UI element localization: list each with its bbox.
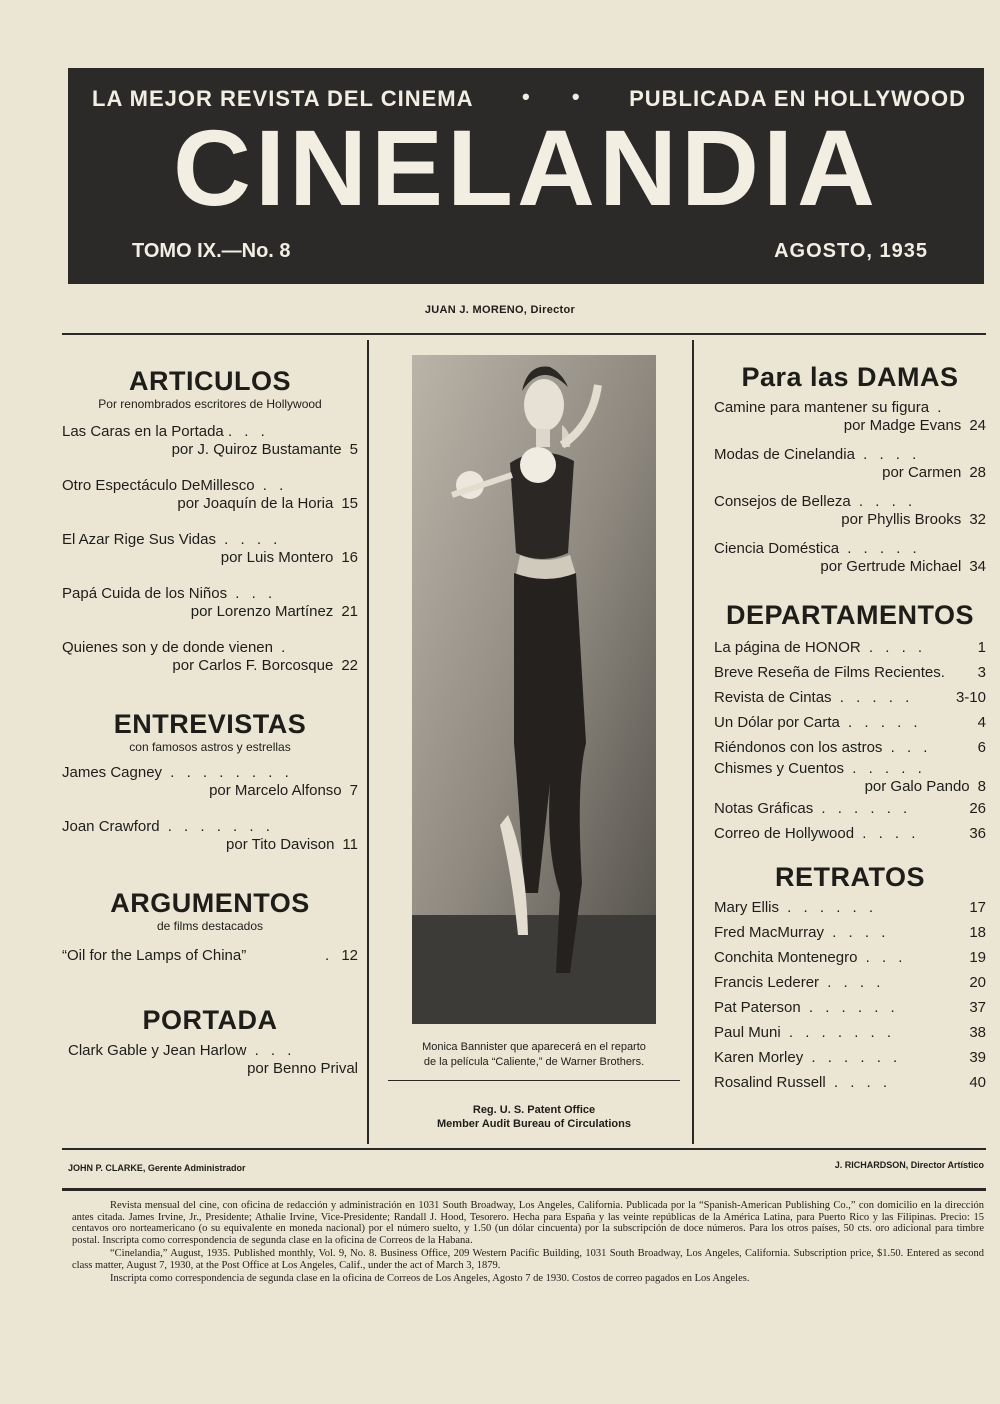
toc-entry[interactable]: Ciencia Doméstica . . . . . por Gertrude Michael 34 [714, 540, 986, 575]
publication-notice [72, 1200, 984, 1287]
entry-byline: por Joaquín de la Horia [177, 495, 334, 512]
toc-entry[interactable]: Conchita Montenegro . . . 19 [714, 945, 986, 970]
toc-entry[interactable]: La página de HONOR . . . . 1 [714, 635, 986, 660]
toc-entry[interactable]: Camine para mantener su figura . por Madge Evans 24 [714, 399, 986, 434]
entry-page: 16 [341, 549, 358, 566]
argumentos-subheading: de films destacados [156, 919, 264, 933]
entry-title: Un Dólar por Carta [714, 714, 840, 731]
left-divider [367, 340, 369, 1144]
toc-entry[interactable]: Riéndonos con los astros . . . 6 [714, 735, 986, 760]
tagline-dots: • • [522, 84, 598, 109]
magazine-title: CINELANDIA [173, 107, 879, 228]
toc-entry-byline [714, 778, 986, 796]
entry-title: El Azar Rige Sus Vidas [62, 531, 216, 548]
entry-title: Correo de Hollywood [714, 825, 855, 842]
entry-page: 24 [969, 417, 986, 434]
toc-entry[interactable]: Otro Espectáculo DeMillesco . . por Joaquín de la Horia 15 [62, 477, 358, 512]
toc-entry[interactable]: Quienes son y de donde vienen . por Carlos F. Borcosque 22 [62, 639, 358, 674]
entry-title: Chismes y Cuentos [714, 760, 845, 777]
toc-entry[interactable]: Consejos de Belleza . . . . por Phyllis Brooks 32 [714, 493, 986, 528]
entry-page: 12 [341, 947, 358, 964]
articulos-heading: ARTICULOS [129, 366, 291, 396]
portada-heading: PORTADA [142, 1005, 278, 1035]
caption-line-1: Monica Bannister que aparecerá en el reparto [422, 1041, 646, 1053]
entry-page: 4 [977, 714, 986, 731]
toc-entry[interactable]: James Cagney . . . . . . . . por Marcelo Alfonso 7 [62, 764, 358, 799]
toc-entry[interactable]: Fred MacMurray . . . . 18 [714, 920, 986, 945]
reg-line-1: Reg. U. S. Patent Office [472, 1104, 596, 1116]
entry-page: 19 [969, 949, 986, 966]
entry-title: Conchita Montenegro [714, 949, 858, 966]
toc-entry[interactable]: Las Caras en la Portada . . . por J. Quiroz Bustamante 5 [62, 423, 358, 458]
toc-entry[interactable]: Rosalind Russell . . . . 40 [714, 1070, 986, 1095]
entry-title: Karen Morley [714, 1049, 804, 1066]
toc-entry[interactable]: Correo de Hollywood . . . . 36 [714, 821, 986, 846]
entry-page: 7 [349, 782, 358, 799]
toc-entry[interactable]: El Azar Rige Sus Vidas . . . . por Luis Montero 16 [62, 531, 358, 566]
entry-title: Mary Ellis [714, 899, 780, 916]
entry-page: 39 [969, 1049, 986, 1066]
entrevistas-heading: ENTREVISTAS [113, 709, 307, 739]
entry-page: 37 [969, 999, 986, 1016]
entry-title: Modas de Cinelandia [714, 446, 855, 463]
issue-date: AGOSTO, 1935 [774, 240, 928, 262]
bottom-rule [62, 1148, 986, 1150]
entry-page: 28 [969, 464, 986, 481]
reg-line-2: Member Audit Bureau of Circulations [437, 1118, 631, 1130]
entry-page: 1 [977, 639, 986, 656]
masthead [68, 68, 984, 284]
entry-byline: por Galo Pando [864, 778, 970, 795]
toc-entry[interactable]: Revista de Cintas . . . . . 3-10 [714, 685, 986, 710]
registration-notice [386, 1103, 682, 1131]
tagline-right: PUBLICADA EN HOLLYWOOD [629, 86, 966, 111]
entry-byline: por Carmen [882, 464, 962, 481]
toc-entry[interactable]: “Oil for the Lamps of China” . 12 [62, 947, 358, 964]
notice-paragraph-2: “Cinelandia,” August, 1935. Published monthly, Vol. 9, No. 8. Business Office, 209 Western Pacific Building, 1031 South Broadway, Los Angeles, California. Subscription price, $1.50. Entered as second class matter, August 7, 1930, at the Post Office at Los Angeles, Calif., under the act of March 3, 1879. [72, 1248, 984, 1271]
entry-byline: por Tito Davison [226, 836, 335, 853]
entry-title: Quienes son y de donde vienen [62, 639, 273, 656]
entry-page: 18 [969, 924, 986, 941]
toc-entry[interactable]: Modas de Cinelandia . . . . por Carmen 28 [714, 446, 986, 481]
art-director-credit: J. RICHARDSON, Director Artístico [834, 1160, 984, 1170]
entry-page: 15 [341, 495, 358, 512]
tagline-left: LA MEJOR REVISTA DEL CINEMA [92, 86, 474, 111]
right-divider [692, 340, 694, 1144]
toc-entry[interactable]: Pat Paterson . . . . . . 37 [714, 995, 986, 1020]
entry-byline: por J. Quiroz Bustamante [171, 441, 342, 458]
toc-entry[interactable]: Karen Morley . . . . . . 39 [714, 1045, 986, 1070]
actress-photo-illustration [412, 355, 656, 1024]
notice-paragraph-1: Revista mensual del cine, con oficina de redacción y administración en 1031 South Broadway, Los Angeles, California. Publicada por la “Spanish-American Publishing Co.,” con domicilio en la dirección antes citada. James Irvine, Jr., Presidente; Athalie Irvine, Vice-Presidente; Randall J. Hood, Tesorero. Hecha para España y las veinte repúblicas de la América Latina, para Puerto Rico y las Filipinas. Precio: 15 centavos oro norteamericano (o su equivalente en moneda nacional) por el número suelto, y 1.50 (un dólar cincuenta) por la subscripción de doce números. Para los otros países, 50 cts. oro adicional para timbre postal. Inscripta como correspondencia de segunda clase en la oficina de Correos de la Habana. [72, 1200, 984, 1246]
toc-entry[interactable]: Clark Gable y Jean Harlow . . . por Benno Prival [68, 1042, 358, 1077]
entry-page: 32 [969, 511, 986, 528]
entry-page: 11 [342, 836, 358, 853]
entry-byline: por Phyllis Brooks [841, 511, 962, 528]
entry-page: 36 [969, 825, 986, 842]
damas-heading: Para las DAMAS [741, 362, 959, 392]
entry-title: James Cagney [62, 764, 163, 781]
toc-entry[interactable]: Breve Reseña de Films Recientes. 3 [714, 660, 986, 685]
entry-title: Papá Cuida de los Niños [62, 585, 228, 602]
toc-entry[interactable]: Papá Cuida de los Niños . . . por Lorenzo Martínez 21 [62, 585, 358, 620]
director-line: JUAN J. MORENO, Director [424, 304, 576, 316]
entry-page: 3 [977, 664, 986, 681]
entry-title: Joan Crawford [62, 818, 160, 835]
entry-page: 8 [977, 778, 986, 795]
entry-page: 5 [349, 441, 358, 458]
entry-byline: por Gertrude Michael [820, 558, 962, 575]
entry-page: 17 [969, 899, 986, 916]
entry-title: Otro Espectáculo DeMillesco [62, 477, 255, 494]
toc-entry[interactable]: Francis Lederer . . . . 20 [714, 970, 986, 995]
entry-byline: por Madge Evans [843, 417, 962, 434]
entry-title: Riéndonos con los astros [714, 739, 883, 756]
left-column [62, 366, 358, 1078]
entry-byline: por Luis Montero [220, 549, 334, 566]
entry-title: “Oil for the Lamps of China” [62, 947, 247, 964]
entry-page: 22 [341, 657, 358, 674]
manager-credit: JOHN P. CLARKE, Gerente Administrador [68, 1163, 246, 1173]
entry-page: 34 [969, 558, 986, 575]
entry-title: Francis Lederer [714, 974, 820, 991]
photo-caption [386, 1040, 682, 1070]
entry-page: 40 [969, 1074, 986, 1091]
entry-page: 26 [969, 800, 986, 817]
entry-title: Rosalind Russell [714, 1074, 826, 1091]
entrevistas-subheading: con famosos astros y estrellas [129, 740, 291, 754]
cover-photo [412, 355, 656, 1024]
entry-page: 38 [969, 1024, 986, 1041]
retratos-heading: RETRATOS [774, 862, 925, 892]
right-column [714, 362, 986, 1095]
entry-title: Pat Paterson [714, 999, 801, 1016]
notice-paragraph-3: Inscripta como correspondencia de segunda clase en la oficina de Correos de Los Angeles, Agosto 7 de 1930. Costos de correo pagados en Los Angeles. [110, 1273, 750, 1284]
entry-page: 3-10 [955, 689, 986, 706]
toc-entry[interactable]: Mary Ellis . . . . . . 17 [714, 895, 986, 920]
entry-title: Ciencia Doméstica [714, 540, 840, 557]
caption-line-2: de la película “Caliente,” de Warner Brothers. [423, 1056, 645, 1068]
entry-title: Revista de Cintas [714, 689, 832, 706]
entry-title: Breve Reseña de Films Recientes [714, 664, 941, 681]
toc-entry[interactable]: Chismes y Cuentos . . . . . [714, 760, 926, 777]
departamentos-heading: DEPARTAMENTOS [725, 600, 974, 630]
entry-page: 6 [977, 739, 986, 756]
toc-entry[interactable]: Joan Crawford . . . . . . . por Tito Davison 11 [62, 818, 358, 853]
entry-byline: por Carlos F. Borcosque [172, 657, 334, 674]
toc-entry[interactable]: Un Dólar por Carta . . . . . 4 [714, 710, 986, 735]
entry-title: Las Caras en la Portada [62, 423, 224, 440]
entry-byline: por Benno Prival [247, 1060, 358, 1077]
entry-page: 21 [341, 603, 358, 620]
entry-title: Clark Gable y Jean Harlow [68, 1042, 247, 1059]
argumentos-heading: ARGUMENTOS [110, 888, 310, 918]
entry-page: 20 [969, 974, 986, 991]
entry-title: La página de HONOR [714, 639, 861, 656]
footer-rule [62, 1188, 986, 1191]
caption-rule [388, 1080, 680, 1081]
top-rule [62, 333, 986, 335]
entry-title: Consejos de Belleza [714, 493, 851, 510]
entry-byline: por Lorenzo Martínez [190, 603, 334, 620]
articulos-subheading: Por renombrados escritores de Hollywood [98, 397, 322, 411]
entry-title: Paul Muni [714, 1024, 781, 1041]
entry-byline: por Marcelo Alfonso [209, 782, 342, 799]
toc-entry[interactable]: Paul Muni . . . . . . . 38 [714, 1020, 986, 1045]
entry-title: Camine para mantener su figura [714, 399, 930, 416]
entry-title: Fred MacMurray [714, 924, 825, 941]
toc-entry[interactable]: Notas Gráficas . . . . . . 26 [714, 796, 986, 821]
issue-number: TOMO IX.—No. 8 [132, 240, 291, 262]
entry-title: Notas Gráficas [714, 800, 814, 817]
